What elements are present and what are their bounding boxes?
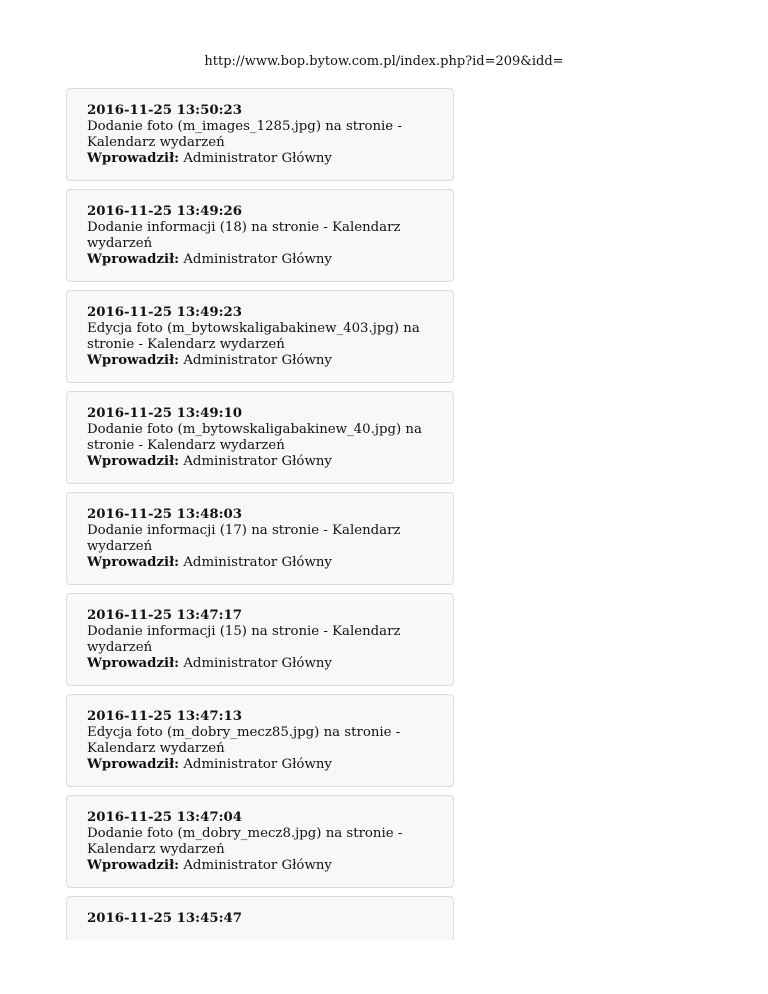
entry-author-label: Wprowadził:	[87, 454, 180, 469]
entry-author-name: Administrator Główny	[183, 151, 332, 166]
entry-author-line	[87, 353, 437, 369]
entry-timestamp: 2016-11-25 13:47:04	[87, 810, 243, 825]
entry-author-line	[87, 454, 437, 470]
log-entry	[66, 189, 454, 282]
entry-timestamp: 2016-11-25 13:47:17	[87, 608, 243, 623]
log-entry	[66, 88, 454, 181]
entry-description: Edycja foto (m_bytowskaligabakinew_403.jpg) na stronie - Kalendarz wydarzeń	[87, 321, 420, 352]
entry-author-label: Wprowadził:	[87, 555, 180, 570]
entry-author-label: Wprowadził:	[87, 353, 180, 368]
entry-author-line	[87, 858, 437, 874]
entry-description: Dodanie informacji (18) na stronie - Kalendarz wydarzeń	[87, 220, 401, 251]
entry-timestamp: 2016-11-25 13:45:47	[87, 911, 243, 926]
entry-timestamp: 2016-11-25 13:50:23	[87, 103, 243, 118]
log-entry	[66, 290, 454, 383]
entry-author-name: Administrator Główny	[183, 656, 332, 671]
log-entry	[66, 896, 454, 940]
page-url: http://www.bop.bytow.com.pl/index.php?id=209&idd=	[204, 54, 564, 69]
entry-description: Dodanie informacji (15) na stronie - Kalendarz wydarzeń	[87, 624, 401, 655]
log-entry	[66, 492, 454, 585]
entry-description: Dodanie informacji (17) na stronie - Kalendarz wydarzeń	[87, 523, 401, 554]
entry-description: Dodanie foto (m_dobry_mecz8.jpg) na stronie - Kalendarz wydarzeń	[87, 826, 403, 857]
log-entry	[66, 694, 454, 787]
entry-author-label: Wprowadził:	[87, 757, 180, 772]
entry-author-name: Administrator Główny	[183, 454, 332, 469]
entry-description: Edycja foto (m_dobry_mecz85.jpg) na stronie - Kalendarz wydarzeń	[87, 725, 401, 756]
entry-timestamp: 2016-11-25 13:48:03	[87, 507, 243, 522]
entry-author-name: Administrator Główny	[183, 757, 332, 772]
log-entry	[66, 593, 454, 686]
entry-timestamp: 2016-11-25 13:49:10	[87, 406, 243, 421]
entry-description: Dodanie foto (m_images_1285.jpg) na stronie - Kalendarz wydarzeń	[87, 119, 402, 150]
entry-author-line	[87, 656, 437, 672]
entry-author-line	[87, 252, 437, 268]
entry-author-name: Administrator Główny	[183, 555, 332, 570]
entry-description: Dodanie foto (m_bytowskaligabakinew_40.jpg) na stronie - Kalendarz wydarzeń	[87, 422, 422, 453]
entry-author-name: Administrator Główny	[183, 858, 332, 873]
entry-author-label: Wprowadził:	[87, 151, 180, 166]
entry-author-line	[87, 555, 437, 571]
log-list	[66, 88, 454, 940]
entry-author-line	[87, 151, 437, 167]
entry-author-label: Wprowadził:	[87, 252, 180, 267]
entry-timestamp: 2016-11-25 13:49:26	[87, 204, 243, 219]
entry-timestamp: 2016-11-25 13:47:13	[87, 709, 243, 724]
entry-author-line	[87, 757, 437, 773]
entry-author-label: Wprowadził:	[87, 858, 180, 873]
entry-author-label: Wprowadził:	[87, 656, 180, 671]
log-entries	[66, 88, 454, 940]
log-entry	[66, 391, 454, 484]
entry-author-name: Administrator Główny	[183, 353, 332, 368]
entry-author-name: Administrator Główny	[183, 252, 332, 267]
log-entry	[66, 795, 454, 888]
entry-timestamp: 2016-11-25 13:49:23	[87, 305, 243, 320]
